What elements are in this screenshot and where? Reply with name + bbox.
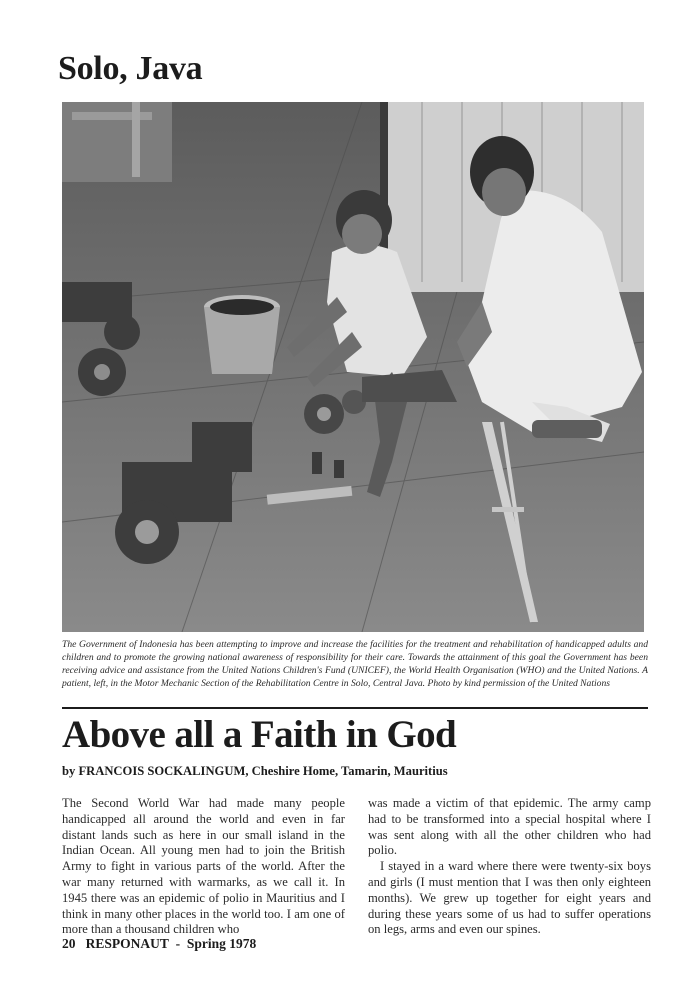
photo-caption: The Government of Indonesia has been attempting to improve and increase the facilities for the treatment and rehabilitation of handicapped adults and children and to promote the growing national awareness of responsibility for their care. Towards the attainment of this goal the Government has been receiving advice and assistance from the United Nations Children's Fund (UNICEF), the World Health Organisation (WHO) and the United Nations. A patient, left, in the Motor Mechanic Section of the Rehabilitation Centre in Solo, Central Java. Photo by kind permission of the United Nations [62, 639, 648, 689]
issue-date: Spring 1978 [186, 936, 257, 951]
section-title: Solo, Java [58, 50, 203, 87]
photo-motor-mechanic-workshop [62, 102, 644, 632]
page-number: 20 [62, 936, 76, 951]
publication-name: RESPONAUT [85, 936, 169, 951]
article-column-left [62, 796, 345, 938]
article-byline: by FRANCOIS SOCKALINGUM, Cheshire Home, Tamarin, Mauritius [62, 764, 448, 778]
article-paragraph: The Second World War had made many people handicapped all around the world and even in far distant lands such as here in our small island in the Indian Ocean. All young men had to join the British Army to fight in various parts of the world. After the war many returned with warmarks, as we call it. In 1945 there was an epidemic of polio in Mauritius and I think in many other places in the world too. I am one of more than a thousand children who [62, 796, 345, 937]
page-footer [62, 936, 256, 952]
article-paragraph: was made a victim of that epidemic. The army camp had to be transformed into a special hospital where I was sent along with all the other children who had polio. [368, 796, 651, 858]
article-column-right [368, 796, 651, 938]
footer-separator: - [175, 936, 181, 951]
article-title: Above all a Faith in God [62, 713, 457, 756]
article-paragraph: I stayed in a ward where there were twenty-six boys and girls (I must mention that I was then only eighteen months). We grew up together for eight years and during these years some of us had to suffer operations on legs, arms and even our spines. [368, 859, 651, 937]
section-divider [62, 707, 648, 709]
